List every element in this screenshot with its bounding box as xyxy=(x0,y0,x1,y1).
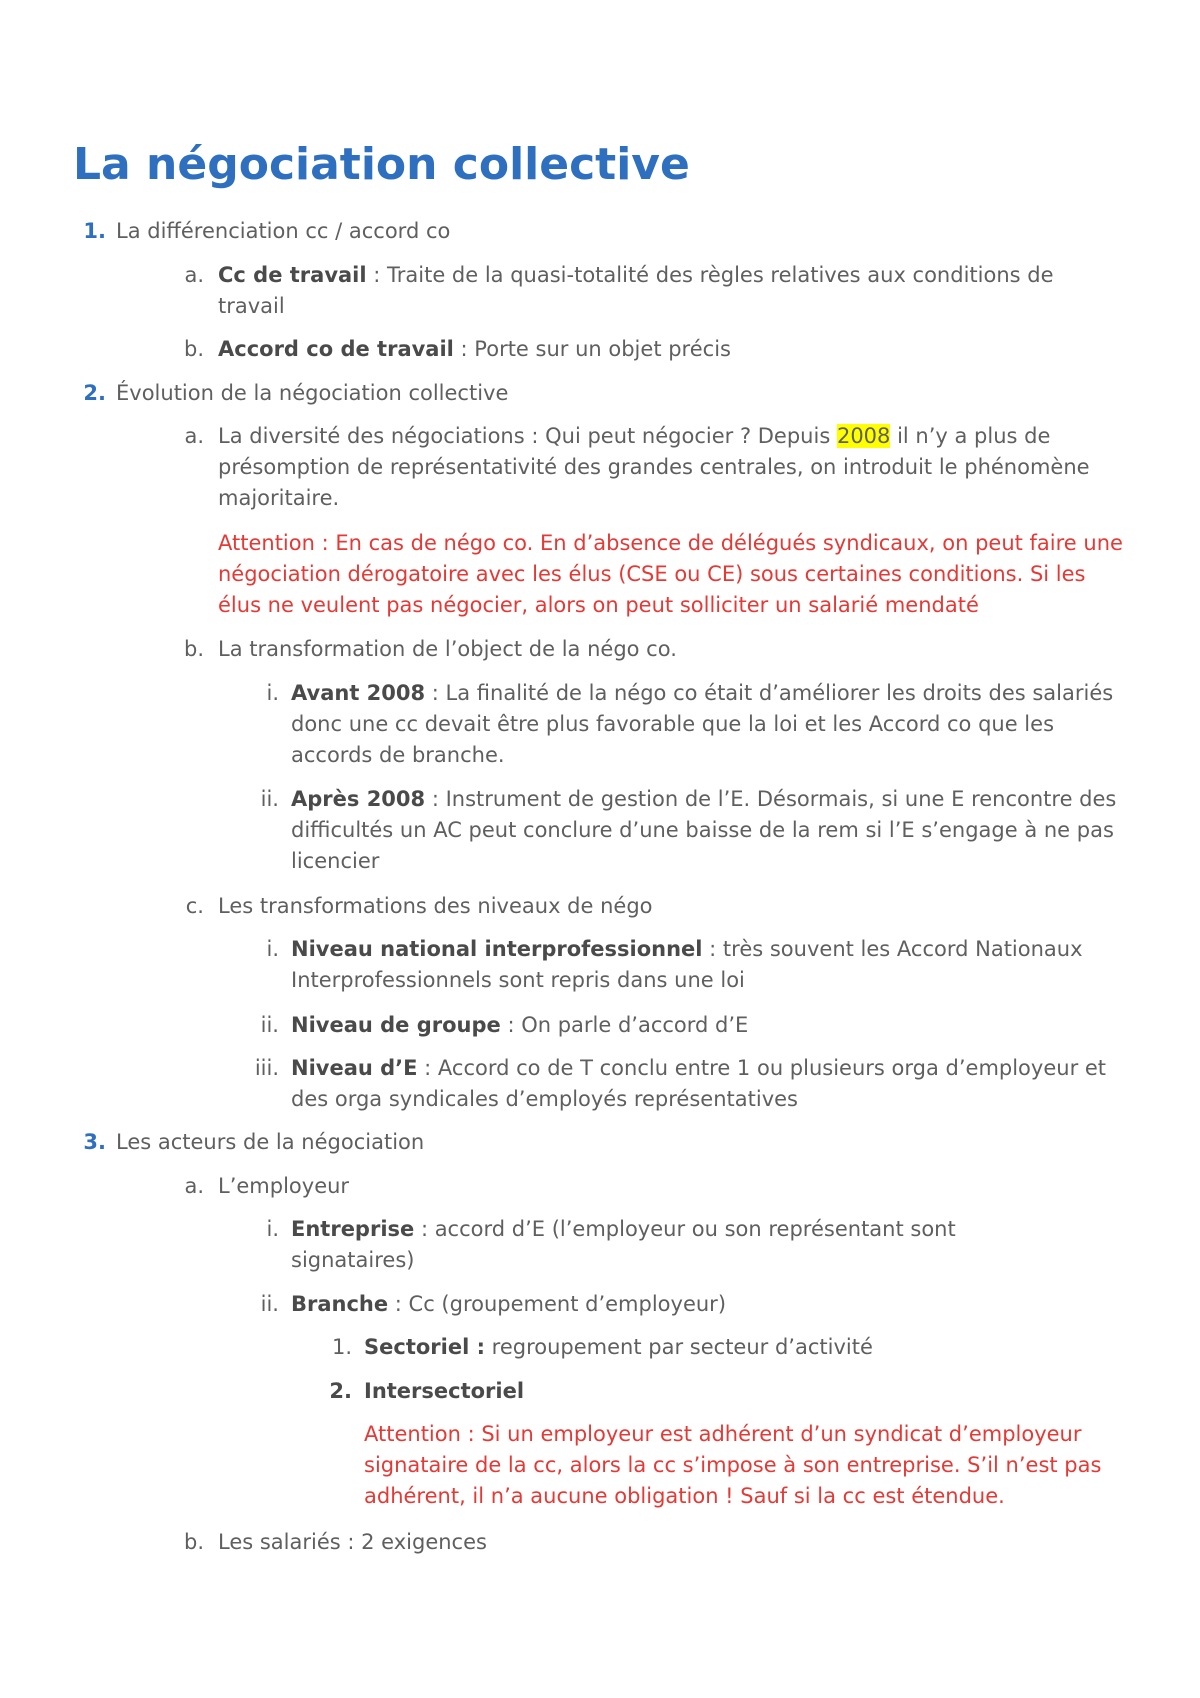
list-marker: ii. xyxy=(260,787,279,811)
list-text: Les transformations des niveaux de négo xyxy=(218,894,653,918)
list-item xyxy=(183,334,1118,365)
list-text: Après 2008 : Instrument de gestion de l’E. Désormais, si une E rencontre des difficultés un AC peut conclure d’une baisse de la rem si l’E s’engage à ne pas licencier xyxy=(291,787,1117,873)
list-marker: 1. xyxy=(331,1335,352,1359)
section-heading: Évolution de la négociation collective xyxy=(116,381,509,405)
list-text: Entreprise : accord d’E (l’employeur ou son représentant sont signataires) xyxy=(291,1217,956,1272)
list-text: L’employeur xyxy=(218,1174,350,1198)
list-text: Niveau de groupe : On parle d’accord d’E xyxy=(291,1013,749,1037)
list-text: Branche : Cc (groupement d’employeur) xyxy=(291,1292,727,1316)
list-marker: i. xyxy=(266,681,279,705)
section-heading: La différenciation cc / accord co xyxy=(116,219,451,243)
section-1 xyxy=(83,216,1116,247)
list-marker: a. xyxy=(184,1174,204,1198)
list-marker: ii. xyxy=(260,1013,279,1037)
sub-list-item xyxy=(266,1214,1031,1276)
list-text: Cc de travail : Traite de la quasi-totalité des règles relatives aux conditions de travail xyxy=(218,263,1054,318)
list-marker: iii. xyxy=(254,1056,279,1080)
list-item xyxy=(183,634,1118,665)
list-marker: 2. xyxy=(329,1379,352,1403)
sub-list-item xyxy=(266,678,1141,771)
section-3 xyxy=(83,1127,1116,1158)
list-item xyxy=(185,891,1118,922)
list-text: Niveau d’E : Accord co de T conclu entre 1 ou plusieurs orga d’employeur et des orga syndicales d’employés représentatives xyxy=(291,1056,1107,1111)
list-marker: i. xyxy=(266,937,279,961)
list-item xyxy=(184,260,1118,322)
list-text: La diversité des négociations : Qui peut négocier ? Depuis 2008 il n’y a plus de présomption de représentativité des grandes centrales, on introduit le phénomène majoritaire. xyxy=(218,424,1090,510)
list-marker: ii. xyxy=(260,1292,279,1316)
sub-list-item xyxy=(260,1289,1141,1320)
list-marker: a. xyxy=(184,424,204,448)
page-title: La négociation collective xyxy=(73,139,690,190)
list-text: Accord co de travail : Porte sur un objet précis xyxy=(218,337,731,361)
section-2 xyxy=(83,378,1116,409)
sub-sub-list-item xyxy=(331,1332,1124,1363)
sub-list-item xyxy=(266,934,1151,996)
list-marker: b. xyxy=(183,337,204,361)
list-item xyxy=(184,421,1133,514)
list-marker: i. xyxy=(266,1217,279,1241)
sub-list-item xyxy=(254,1053,1141,1115)
sub-list-item xyxy=(260,1010,1141,1041)
section-number: 1. xyxy=(83,219,106,243)
list-text: La transformation de l’object de la négo co. xyxy=(218,637,677,661)
list-marker: a. xyxy=(184,263,204,287)
list-item xyxy=(184,1171,1118,1202)
list-text: Avant 2008 : La finalité de la négo co était d’améliorer les droits des salariés donc une cc devait être plus favorable que la loi et les Accord co que les accords de branche. xyxy=(291,681,1114,767)
list-text: Intersectoriel xyxy=(364,1379,525,1403)
list-marker: b. xyxy=(183,637,204,661)
highlighted-year: 2008 xyxy=(836,424,891,448)
list-text: Les salariés : 2 exigences xyxy=(218,1530,487,1554)
section-number: 3. xyxy=(83,1130,106,1154)
list-marker: c. xyxy=(185,894,204,918)
section-number: 2. xyxy=(83,381,106,405)
sub-list-item xyxy=(260,784,1141,877)
attention-note: Attention : Si un employeur est adhérent d’un syndicat d’employeur signataire de la cc, alors la cc s’impose à son entreprise. S’il n’est pas adhérent, il n’a aucune obligation ! Sauf si la cc est étendue. xyxy=(364,1422,1102,1508)
list-marker: b. xyxy=(183,1530,204,1554)
sub-sub-list-item xyxy=(329,1376,1124,1407)
list-item xyxy=(183,1527,1118,1558)
attention-note: Attention : En cas de négo co. En d’absence de délégués syndicaux, on peut faire une négociation dérogatoire avec les élus (CSE ou CE) sous certaines conditions. Si les élus ne veulent pas négocier, alors on peut solliciter un salarié mendaté xyxy=(218,531,1123,617)
list-text: Niveau national interprofessionnel : très souvent les Accord Nationaux Interprofessionnels sont repris dans une loi xyxy=(291,937,1083,992)
list-text: Sectoriel : regroupement par secteur d’activité xyxy=(364,1335,873,1359)
section-heading: Les acteurs de la négociation xyxy=(116,1130,425,1154)
